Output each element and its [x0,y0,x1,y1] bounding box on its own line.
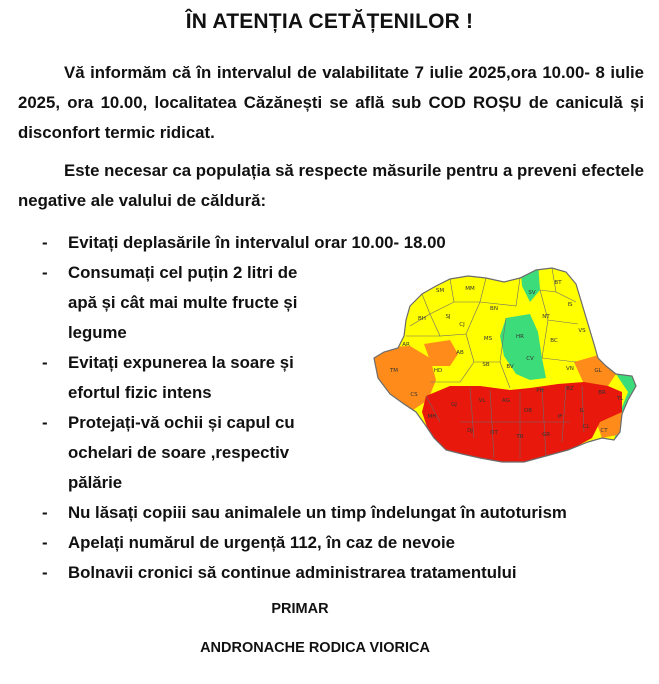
county-code-label: DJ [467,428,473,434]
county-code-label: BC [550,338,558,344]
bullet-dash: - [42,563,48,582]
county-code-label: BN [490,306,498,312]
measure-text: Bolnavii cronici să continue administrarea tratamentului [68,563,517,582]
measure-text: Apelați numărul de urgență 112, în caz de nevoie [68,533,456,552]
measure-text-line: Evitați expunerea la soare și [68,353,294,372]
measure-item [18,528,648,558]
county-code-label: NT [542,314,550,320]
county-code-label: GR [541,432,551,438]
county-code-label: DB [523,408,533,414]
county-code-label: IF [557,414,563,420]
bullet-dash: - [42,503,48,522]
county-code-label: TM [389,368,399,374]
measure-text-line: Consumați cel puțin 2 litri de [68,263,298,282]
county-code-label: AB [456,350,464,356]
county-code-label: VL [478,398,486,404]
county-code-label: SM [435,288,445,294]
measure-text-line: ochelari de soare ,respectiv [68,443,290,462]
map-svg [370,262,640,470]
county-code-label: SJ [445,314,451,320]
measure-text-line: legume [68,323,127,342]
measure-text-line: Protejați-vă ochii și capul cu [68,413,295,432]
measure-text: Evitați deplasările în intervalul orar 10.00- 18.00 [68,233,446,252]
county-code-label: MS [483,336,493,342]
county-code-label: SB [482,362,490,368]
bullet-dash: - [42,413,48,432]
notice-title: ÎN ATENȚIA CETĂȚENILOR ! [185,10,474,33]
bullet-dash: - [42,533,48,552]
county-code-label: GJ [451,402,457,408]
measure-item [18,498,648,528]
county-code-label: TL [616,396,624,402]
bullet-dash: - [42,233,48,252]
bullet-dash: - [42,263,48,282]
county-code-label: IL [579,408,585,414]
county-code-label: IS [567,302,573,308]
county-code-label: HD [433,368,443,374]
county-code-label: PH [536,388,544,394]
county-code-label: BH [418,316,426,322]
county-code-label: AR [402,342,410,348]
county-code-label: BZ [566,386,574,392]
signature-name: ANDRONACHE RODICA VIORICA [200,640,430,656]
county-code-label: MM [465,286,475,292]
signature-title: PRIMAR [271,601,329,617]
county-code-label: CS [410,392,418,398]
county-code-label: TR [516,434,524,440]
measure-item [18,228,648,258]
notice-paragraph-intro: Vă informăm că în intervalul de valabilitate 7 iulie 2025,ora 10.00- 8 iulie 2025, ora 10.00, localitatea Căzănești se află sub COD ROȘU de caniculă și disconfort termic ridicat. [18,63,644,142]
county-code-label: CL [582,424,590,430]
county-code-label: GL [594,368,602,374]
romania-heat-warning-map [370,262,640,470]
county-code-label: OT [490,430,498,436]
county-code-label: BV [506,364,514,370]
measure-item [18,558,648,588]
county-code-label: BR [598,390,606,396]
county-code-label: SV [528,290,536,296]
county-code-label: VN [566,366,574,372]
county-code-label: CJ [459,322,465,328]
county-code-label: AG [502,398,510,404]
measure-text-line: pălărie [68,473,123,492]
county-code-label: BT [554,280,562,286]
county-code-label: CT [600,428,608,434]
measure-text: Nu lăsați copiii sau animalele un timp îndelungat în autoturism [68,503,567,522]
measure-text-line: apă și cât mai multe fructe și [68,293,298,312]
notice-paragraph-measures: Este necesar ca populația să respecte măsurile pentru a preveni efectele negative ale valului de căldură: [18,161,644,210]
county-code-label: CV [526,356,534,362]
bullet-dash: - [42,353,48,372]
measure-text-line: efortul fizic intens [68,383,212,402]
county-code-label: HR [516,334,524,340]
county-code-label: VS [578,328,586,334]
county-code-label: MH [427,414,437,420]
